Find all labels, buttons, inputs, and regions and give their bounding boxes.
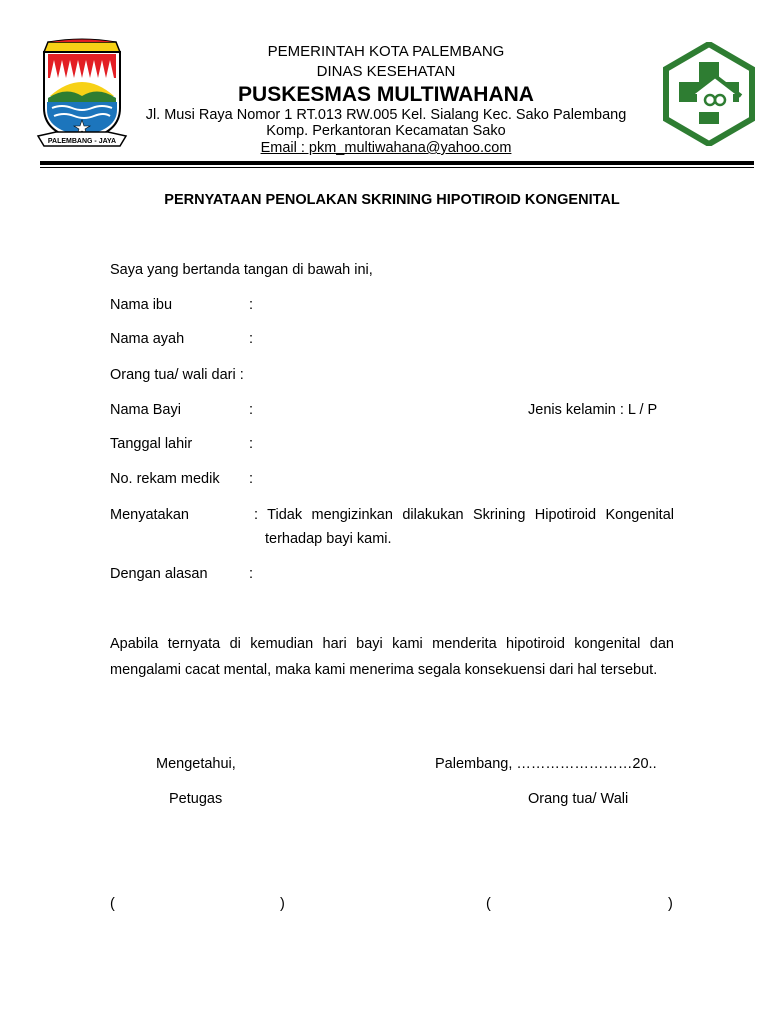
colon: : (249, 402, 254, 418)
header-divider-thin (40, 167, 754, 168)
signature-guardian-open: ( (486, 896, 491, 912)
colon: : (249, 331, 254, 347)
intro-text: Saya yang bertanda tangan di bawah ini, (110, 262, 373, 278)
signature-officer-open: ( (110, 896, 115, 912)
signature-guardian-close: ) (668, 896, 673, 912)
colon: : (249, 566, 254, 582)
header-government: PEMERINTAH KOTA PALEMBANG (267, 43, 505, 60)
label-nama-ayah: Nama ayah (110, 331, 185, 347)
label-tanggal-lahir: Tanggal lahir (110, 436, 193, 452)
label-orang-tua: Orang tua/ wali dari : (110, 367, 244, 383)
emblem-motto: PALEMBANG - JAYA (47, 138, 117, 145)
label-dengan-alasan: Dengan alasan (110, 566, 208, 582)
label-jenis-kelamin: Jenis kelamin : L / P (528, 402, 658, 418)
header-address: Jl. Musi Raya Nomor 1 RT.013 RW.005 Kel. Sialang Kec. Sako Palembang (145, 107, 627, 123)
puskesmas-logo (663, 42, 755, 146)
signature-place-date: Palembang, ……………………20.. (435, 756, 657, 772)
consequence-paragraph: Apabila ternyata di kemudian hari bayi kami menderita hipotiroid kongenital dan mengalami cacat mental, maka kami menerima segala konsekuensi dari hal tersebut. (110, 636, 674, 678)
label-nama-ibu: Nama ibu (110, 297, 173, 313)
header-institution: PUSKESMAS MULTIWAHANA (238, 83, 534, 106)
signature-guardian-role: Orang tua/ Wali (528, 791, 629, 807)
colon: : (249, 436, 254, 452)
header-divider-thick (40, 161, 754, 165)
signature-acknowledged: Mengetahui, (156, 756, 236, 772)
menyatakan-statement-cont: terhadap bayi kami. (265, 531, 392, 547)
header-email: Email : pkm_multiwahana@yahoo.com (260, 140, 512, 156)
label-nama-bayi: Nama Bayi (110, 402, 181, 418)
header-complex: Komp. Perkantoran Kecamatan Sako (266, 123, 506, 139)
colon: : (249, 297, 254, 313)
menyatakan-statement: : Tidak mengizinkan dilakukan Skrining Hipotiroid Kongenital (254, 507, 674, 523)
header-department: DINAS KESEHATAN (316, 63, 456, 80)
label-rekam-medik: No. rekam medik (110, 471, 220, 487)
document-title: PERNYATAAN PENOLAKAN SKRINING HIPOTIROID KONGENITAL (164, 192, 620, 208)
signature-officer-role: Petugas (169, 791, 223, 807)
signature-officer-close: ) (280, 896, 285, 912)
colon: : (249, 471, 254, 487)
label-menyatakan: Menyatakan (110, 507, 189, 523)
